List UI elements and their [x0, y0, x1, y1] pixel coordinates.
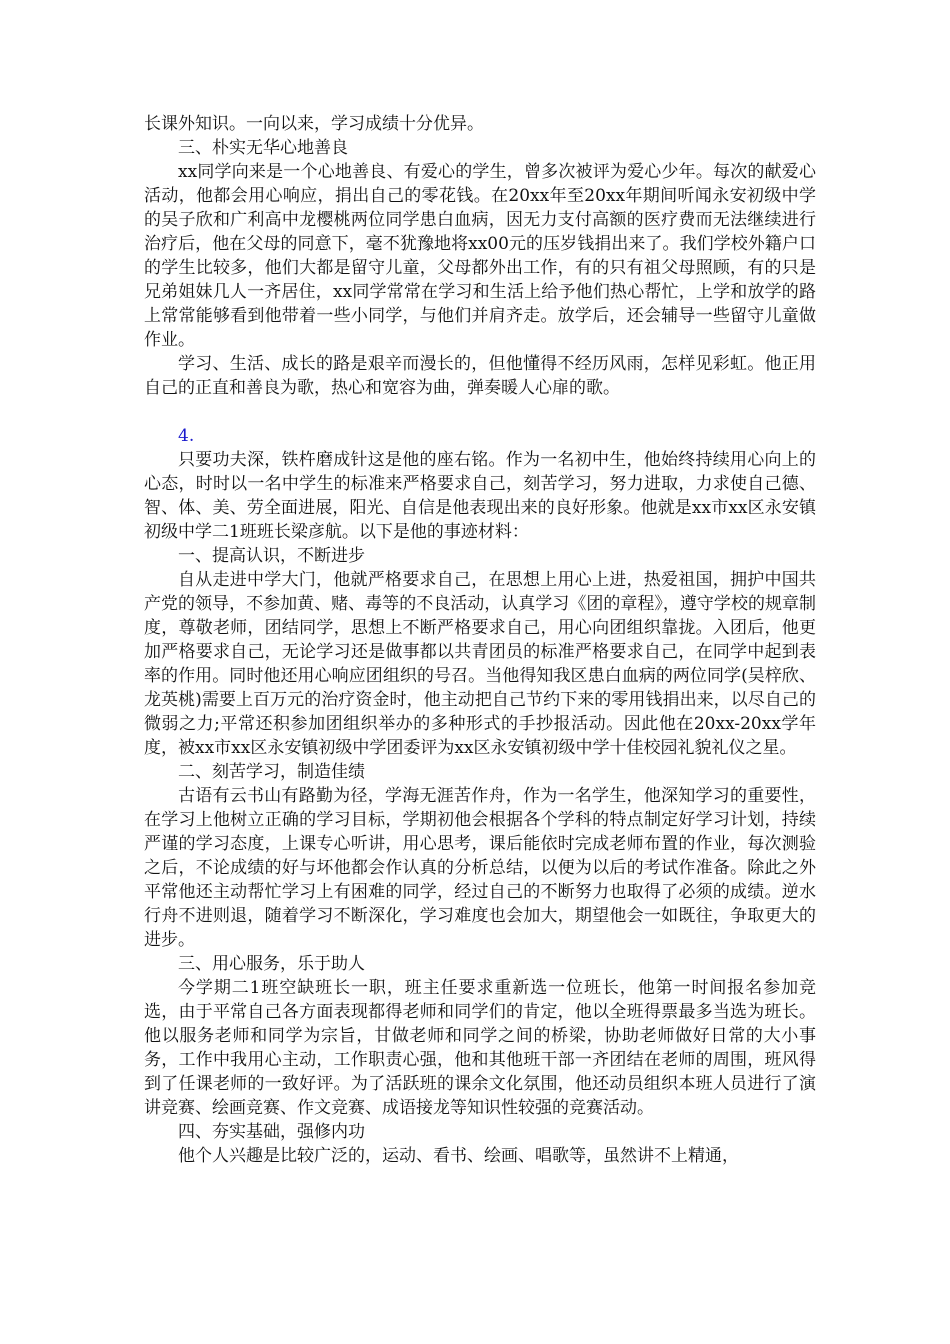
blank-line: [144, 400, 816, 424]
body-paragraph: 自从走进中学大门，他就严格要求自己，在思想上用心上进，热爱祖国，拥护中国共产党的领导，不参加黄、赌、毒等的不良活动，认真学习《团的章程》，遵守学校的规章制度，尊敬老师，团结同学，思想上不断严格要求自己，用心向团组织靠拢。入团后，他更加严格要求自己，无论学习还是做事都以共青团员的标准严格要求自己，在同学中起到表率的作用。同时他还用心响应团组织的号召。当他得知我区患白血病的两位同学(吴梓欣、龙英桃)需要上百万元的治疗资金时，他主动把自己节约下来的零用钱捐出来，以尽自己的微弱之力;平常还积参加团组织举办的多种形式的手抄报活动。因此他在20xx-20xx学年度，被xx市xx区永安镇初级中学团委评为xx区永安镇初级中学十佳校园礼貌礼仪之星。: [144, 570, 816, 758]
continuation-paragraph: 长课外知识。一向以来，学习成绩十分优异。: [144, 114, 484, 134]
body-paragraph: xx同学向来是一个心地善良、有爱心的学生，曾多次被评为爱心少年。每次的献爱心活动，他都会用心响应，捐出自己的零花钱。在20xx年至20xx年期间听闻永安初级中学的吴子欣和广利高中龙樱桃两位同学患白血病，因无力支付高额的医疗费而无法继续进行治疗后，他在父母的同意下，毫不犹豫地将xx00元的压岁钱捐出来了。我们学校外籍户口的学生比较多，他们大都是留守儿童，父母都外出工作，有的只有祖父母照顾，有的只是兄弟姐妹几人一齐居住，xx同学常常在学习和生活上给予他们热心帮忙，上学和放学的路上常常能够看到他带着一些小同学，与他们并肩齐走。放学后，还会辅导一些留守儿童做作业。: [144, 162, 816, 350]
body-paragraph: 学习、生活、成长的路是艰辛而漫长的，但他懂得不经历风雨，怎样见彩虹。他正用自己的正直和善良为歌，热心和宽容为曲，弹奏暖人心扉的歌。: [144, 354, 816, 398]
body-paragraph: 他个人兴趣是比较广泛的，运动、看书、绘画、唱歌等，虽然讲不上精通，: [178, 1146, 739, 1166]
section-heading-2: 二、刻苦学习，制造佳绩: [178, 762, 365, 782]
section-number: 4.: [178, 426, 195, 446]
section-heading-3: 三、用心服务，乐于助人: [178, 954, 365, 974]
body-paragraph: 古语有云书山有路勤为径，学海无涯苦作舟，作为一名学生，他深知学习的重要性，在学习上他树立正确的学习目标，学期初他会根据各个学科的特点制定好学习计划，持续严谨的学习态度，上课专心听讲，用心思考，课后能依时完成老师布置的作业，每次测验之后，不论成绩的好与坏他都会作认真的分析总结，以便为以后的考试作准备。除此之外平常他还主动帮忙学习上有困难的同学，经过自己的不断努力也取得了必须的成绩。逆水行舟不进则退，随着学习不断深化，学习难度也会加大，期望他会一如既往，争取更大的进步。: [144, 786, 816, 950]
section-heading-1: 一、提高认识，不断进步: [178, 546, 365, 566]
intro-paragraph: 只要功夫深，铁杵磨成针这是他的座右铭。作为一名初中生，他始终持续用心向上的心态，时时以一名中学生的标准来严格要求自己，刻苦学习，努力进取，力求使自己德、智、体、美、劳全面进展，阳光、自信是他表现出来的良好形象。他就是xx市xx区永安镇初级中学二1班班长梁彦航。以下是他的事迹材料：: [144, 450, 816, 542]
body-paragraph: 今学期二1班空缺班长一职，班主任要求重新选一位班长，他第一时间报名参加竞选，由于平常自己各方面表现都得老师和同学们的肯定，他以全班得票最多当选为班长。他以服务老师和同学为宗旨，甘做老师和同学之间的桥梁，协助老师做好日常的大小事务，工作中我用心主动，工作职责心强，他和其他班干部一齐团结在老师的周围，班风得到了任课老师的一致好评。为了活跃班的课余文化氛围，他还动员组织本班人员进行了演讲竞赛、绘画竞赛、作文竞赛、成语接龙等知识性较强的竞赛活动。: [144, 978, 816, 1118]
section-heading-3: 三、朴实无华心地善良: [178, 138, 348, 158]
document-page: [144, 112, 816, 1168]
section-heading-4: 四、夯实基础，强修内功: [178, 1122, 365, 1142]
